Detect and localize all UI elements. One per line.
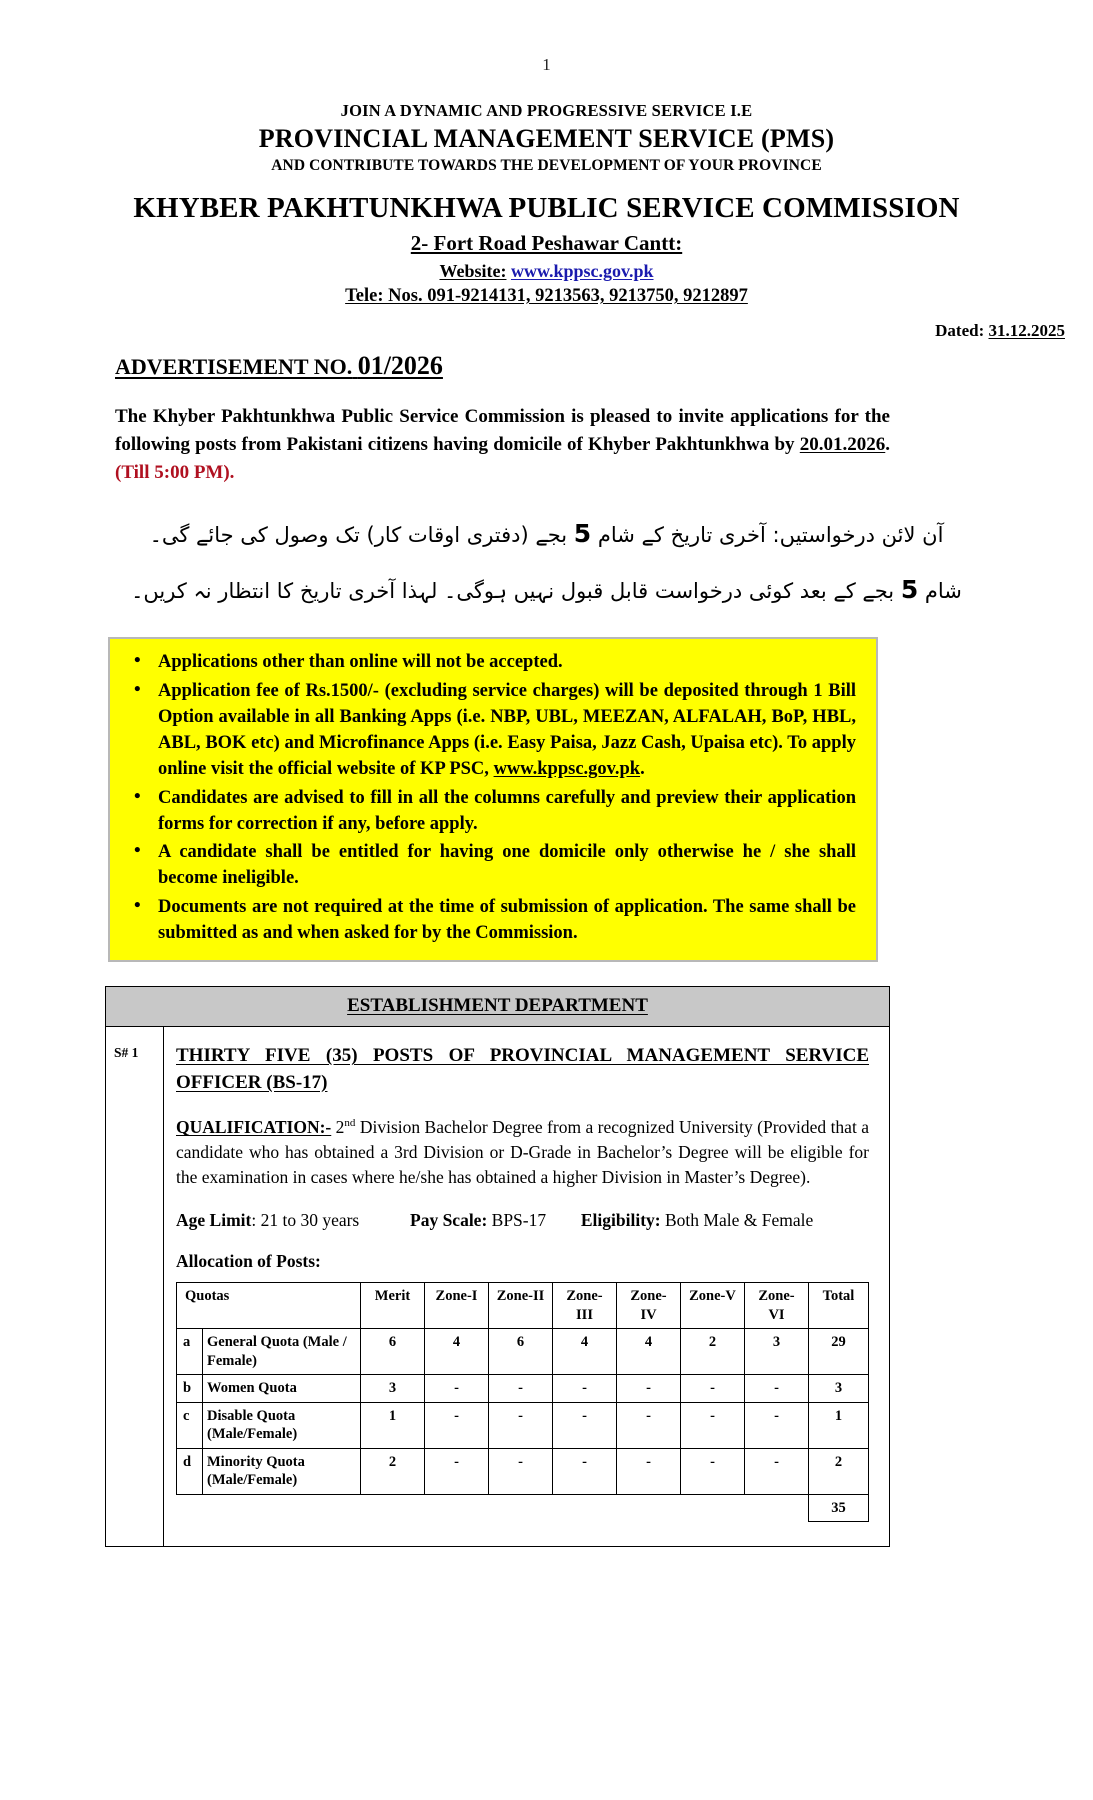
header-telephones: Tele: Nos. 091-9214131, 9213563, 9213750, 9212897 [345, 286, 748, 306]
post-row [106, 1027, 889, 1546]
header-tagline-bottom: AND CONTRIBUTE TOWARDS THE DEVELOPMENT OF YOUR PROVINCE [271, 157, 822, 174]
notice-item-text: Applications other than online will not be accepted. [158, 652, 563, 673]
cell-merit: 3 [361, 1375, 425, 1403]
table-header-row [177, 1282, 869, 1328]
row-quota-name: Minority Quota (Male/Female) [203, 1448, 361, 1494]
intro-deadline-date: 20.01.2026 [799, 434, 886, 456]
dated-label: Dated: [935, 321, 985, 340]
qualification-label: QUALIFICATION:- [176, 1117, 332, 1138]
grand-total-spacer [361, 1494, 425, 1522]
header-organization: KHYBER PAKHTUNKHWA PUBLIC SERVICE COMMISSION [133, 192, 960, 224]
notice-item-text-after: . [640, 759, 645, 780]
col-header-total: Total [809, 1282, 869, 1328]
table-row [177, 1448, 869, 1494]
notice-item [156, 839, 856, 892]
notice-item [156, 649, 856, 675]
cell-zone-4: - [617, 1375, 681, 1403]
post-title: THIRTY FIVE (35) POSTS OF PROVINCIAL MANAGEMENT SERVICE OFFICER (BS-17) [176, 1045, 869, 1093]
grand-total-spacer [745, 1494, 809, 1522]
col-header-zone-3: Zone-III [553, 1282, 617, 1328]
urdu-notice [0, 509, 1093, 615]
allocation-label: Allocation of Posts: [176, 1250, 321, 1271]
cell-zone-4: - [617, 1402, 681, 1448]
col-header-zone-5: Zone-V [681, 1282, 745, 1328]
row-index: b [177, 1375, 203, 1403]
notice-item [156, 894, 856, 947]
cell-zone-4: - [617, 1448, 681, 1494]
post-qualification [176, 1115, 869, 1190]
grand-total-value: 35 [809, 1494, 869, 1522]
document-header [0, 101, 1093, 307]
allocation-table-head [177, 1282, 869, 1328]
col-header-quotas: Quotas [177, 1282, 361, 1328]
intro-text-part2: . [885, 434, 891, 456]
cell-zone-2: 6 [489, 1329, 553, 1375]
grand-total-spacer [489, 1494, 553, 1522]
cell-zone-4: 4 [617, 1329, 681, 1375]
grand-total-spacer [177, 1494, 361, 1522]
allocation-table-body [177, 1329, 869, 1522]
notice-list [126, 649, 860, 946]
cell-zone-1: - [425, 1375, 489, 1403]
dated-row [0, 321, 1093, 341]
allocation-table [176, 1282, 869, 1522]
post-details [164, 1027, 889, 1546]
notice-item [156, 785, 856, 838]
row-quota-name: Women Quota [203, 1375, 361, 1403]
intro-paragraph [115, 403, 890, 487]
header-tagline-top: JOIN A DYNAMIC AND PROGRESSIVE SERVICE I.E [340, 101, 753, 120]
urdu-line-2 [130, 565, 963, 615]
qualification-text-b: Division Bachelor Degree from a recognized University (Provided that a candidate who has obtained a 3rd Division or D-Grade in Bachelor’s Degree will be eligible for the examination in cases where he/she has obtained a higher Division in Master’s Degree). [176, 1117, 869, 1188]
intro-text-part1: The Khyber Pakhtunkhwa Public Service Commission is pleased to invite applications for the following posts from Pakistani citizens having domicile of Khyber Pakhtunkhwa by [115, 406, 890, 456]
notice-item-link[interactable]: www.kppsc.gov.pk [493, 759, 641, 780]
eligibility-label: Eligibility: [580, 1209, 661, 1230]
col-header-zone-6: Zone-VI [745, 1282, 809, 1328]
advertisement-label: ADVERTISEMENT NO. [115, 354, 353, 379]
grand-total-spacer [425, 1494, 489, 1522]
row-index: c [177, 1402, 203, 1448]
cell-zone-3: - [553, 1448, 617, 1494]
col-header-zone-2: Zone-II [489, 1282, 553, 1328]
cell-zone-6: - [745, 1448, 809, 1494]
row-quota-name: General Quota (Male / Female) [203, 1329, 361, 1375]
notice-item-text: Application fee of Rs.1500/- (excluding service charges) will be deposited through 1 Bill Option available in all Banking Apps (i.e. NBP, UBL, MEEZAN, ALFALAH, BoP, HBL, ABL, BOK etc) and Microfinance Apps (i.e. Easy Paisa, Jazz Cash, Upaisa etc). To apply online visit the official website of KP PSC, [158, 680, 856, 780]
col-header-zone-1: Zone-I [425, 1282, 489, 1328]
page-number: 1 [542, 55, 551, 74]
urdu-line1-five: 5 [573, 519, 592, 549]
table-grand-total-row [177, 1494, 869, 1522]
col-header-merit: Merit [361, 1282, 425, 1328]
age-limit-label: Age Limit [176, 1209, 252, 1230]
intro-till-time: (Till 5:00 PM). [115, 462, 235, 484]
row-index: d [177, 1448, 203, 1494]
pay-scale-value: BPS-17 [487, 1209, 547, 1230]
row-index: a [177, 1329, 203, 1375]
urdu-line2-part-b: بجے کے بعد کوئی درخواست قابل قبول نہیں ہوگی۔ لہذا آخری تاریخ کا انتظار نہ کریں۔ [131, 579, 895, 604]
department-header [106, 987, 889, 1027]
qualification-text-a: 2 [331, 1117, 345, 1138]
age-limit-value: : 21 to 30 years [251, 1209, 360, 1230]
department-block [105, 986, 890, 1547]
post-serial-number: S# 1 [106, 1027, 164, 1546]
cell-zone-3: - [553, 1375, 617, 1403]
header-service-name: PROVINCIAL MANAGEMENT SERVICE (PMS) [258, 124, 835, 153]
cell-zone-2: - [489, 1375, 553, 1403]
cell-merit: 2 [361, 1448, 425, 1494]
cell-zone-2: - [489, 1448, 553, 1494]
urdu-line1-part-a: آن لائن درخواستیں: آخری تاریخ کے شام [597, 523, 944, 548]
notice-item-text: A candidate shall be entitled for having one domicile only otherwise he / she shall become ineligible. [158, 842, 856, 889]
cell-zone-2: - [489, 1402, 553, 1448]
pay-scale-label: Pay Scale: [410, 1209, 488, 1230]
highlighted-notice-box [108, 637, 878, 962]
cell-zone-3: 4 [553, 1329, 617, 1375]
advertisement-heading [0, 351, 443, 381]
cell-zone-1: 4 [425, 1329, 489, 1375]
advertisement-number: 01/2026 [357, 351, 443, 380]
cell-merit: 1 [361, 1402, 425, 1448]
qualification-ordinal-suffix: nd [344, 1117, 356, 1130]
cell-zone-6: - [745, 1402, 809, 1448]
table-row [177, 1329, 869, 1375]
notice-item-text: Candidates are advised to fill in all the columns carefully and preview their application forms for correction if any, before apply. [158, 787, 856, 834]
notice-item [156, 678, 856, 783]
cell-zone-5: - [681, 1402, 745, 1448]
post-meta-row [176, 1210, 869, 1231]
website-label: Website: [439, 261, 507, 281]
urdu-line1-part-b: بجے (دفتری اوقات کار) تک وصول کی جائے گی۔ [149, 523, 568, 548]
cell-zone-1: - [425, 1402, 489, 1448]
notice-item-text: Documents are not required at the time of submission of application. The same shall be submitted as and when asked for by the Commission. [158, 896, 856, 943]
cell-total: 1 [809, 1402, 869, 1448]
grand-total-spacer [553, 1494, 617, 1522]
website-link[interactable]: www.kppsc.gov.pk [510, 261, 654, 281]
row-quota-name: Disable Quota (Male/Female) [203, 1402, 361, 1448]
table-row [177, 1375, 869, 1403]
cell-zone-5: - [681, 1448, 745, 1494]
table-row [177, 1402, 869, 1448]
grand-total-spacer [681, 1494, 745, 1522]
urdu-line2-five: 5 [900, 575, 919, 605]
cell-merit: 6 [361, 1329, 425, 1375]
col-header-zone-4: Zone-IV [617, 1282, 681, 1328]
cell-zone-6: 3 [745, 1329, 809, 1375]
advertisement-row [0, 341, 1093, 381]
eligibility-value: Both Male & Female [660, 1209, 814, 1230]
cell-total: 3 [809, 1375, 869, 1403]
cell-zone-5: 2 [681, 1329, 745, 1375]
cell-zone-6: - [745, 1375, 809, 1403]
urdu-line2-part-a: شام [924, 579, 962, 604]
grand-total-spacer [617, 1494, 681, 1522]
cell-zone-5: - [681, 1375, 745, 1403]
header-website-line [0, 261, 1093, 282]
cell-total: 2 [809, 1448, 869, 1494]
urdu-line-1 [130, 509, 963, 559]
department-name: ESTABLISHMENT DEPARTMENT [347, 995, 648, 1017]
cell-zone-3: - [553, 1402, 617, 1448]
cell-zone-1: - [425, 1448, 489, 1494]
cell-total: 29 [809, 1329, 869, 1375]
dated-value: 31.12.2025 [988, 321, 1065, 340]
header-address: 2- Fort Road Peshawar Cantt: [410, 231, 683, 255]
